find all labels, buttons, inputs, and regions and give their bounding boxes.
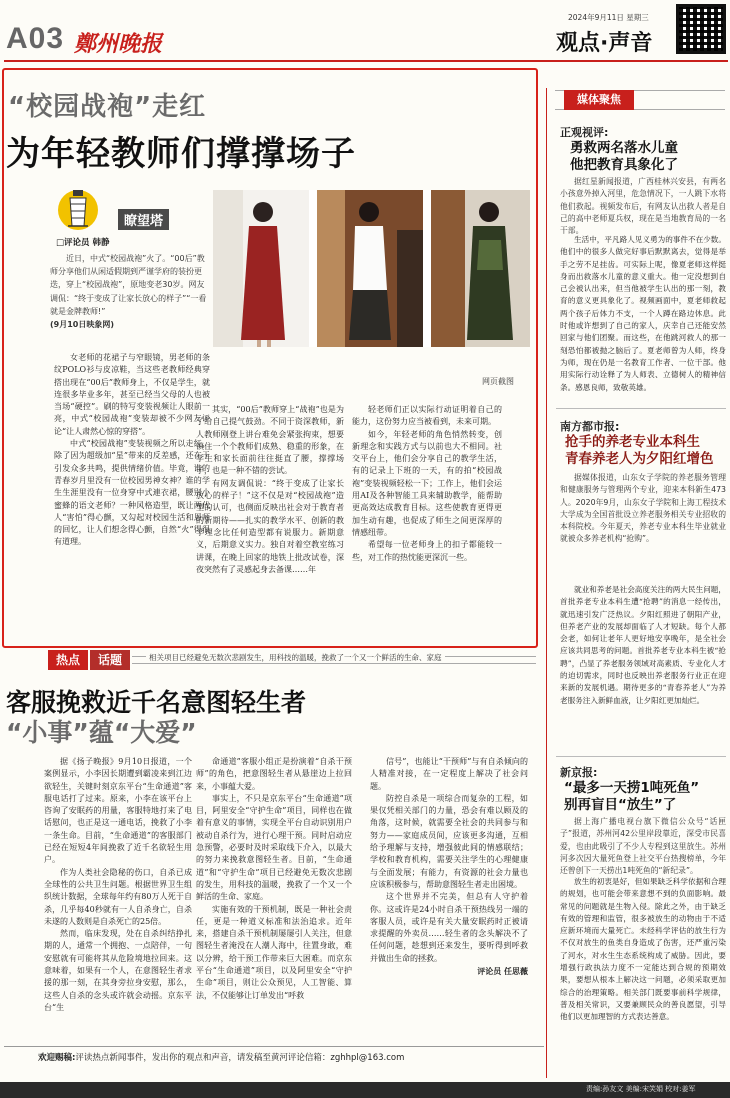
sidebar-item-source: 南方都市报: — [560, 420, 620, 433]
story2-paragraph: 这个世界并不完美，但总有人守护着你。这或许是24小时自杀干预热线另一端的客服人员，或许是有关大量安眠药时正被请求提醒的外卖员……轻生者的念头解决不了任何问题，趁想到还来发生，要听得到呼救并做出生命的拯救。 — [370, 892, 528, 963]
story2-headline: 客服挽救近千名意图轻生者 — [6, 688, 307, 717]
hot-topic-caption: 相关项目已经避免无数次悲剧发生，用科技的温暖，挽救了一个又一个鲜活的生命、家庭 — [146, 652, 445, 663]
sidebar-item-headline: “最多一天捞1吨死鱼” 别再盲目“放生”了 — [564, 780, 700, 813]
sidebar-item-body: 生活中，平凡路人见义勇为的事件不在少数。他们中的很多人做完好事后默默离去，觉得是举手之劳不足挂齿。可实际上呢，像夏老师这样挺身而出救落水儿童的意义重大。他一定没想到自己会被认出来，但当他被学生认出的那一刻，教育的意义更具象化了。视频画面中，夏老师救起两个孩子后体力不支，一个人蹲在路边休息。此时他或许想到了自己的家人，庆幸自己还能安然回家与他们团聚。而这些，在他跳河救人的那一刻恐怕都被抛之脑后了。夏老师曾为人师，终身为师，现在仍是一名教育工作者、一位干部。他用实际行动诠释了为人师表、立德树人的精神信条。感恩良师，致敬英雄。 — [560, 235, 726, 392]
teacher-photo-2 — [317, 190, 423, 347]
story2-paragraph: 然而，临床发现，处在自杀纠结挣扎期的人，通常一个拥抱、一点陪伴，一句安慰就有可能将其从危险境地拉回来。这意味着，如果有一个人，在意图轻生者求援的那一刻，在其身旁拉身安慰，那么，这些人自杀的念头或许就会动摇。京东平台“生 — [44, 929, 192, 1012]
lead-column-1 — [54, 352, 210, 549]
lead-paragraph: 中式“校园战袍”变装视频之所以走红，除了因为超级加“星”带来的反差感，还在于引发众多共鸣，提供情绪价值。毕竟，谁的青春岁月里没有一位校园男神女神？谁的学生生涯里没有一位身穿中式連衣裙，腰别小蜜蜂的语文老师？一种风格造型，既让两代人“害怕”得心颤，又勾起对校园生活和恩师的回忆，让人们想念得心颤，自然“火”得很有道理。 — [54, 439, 210, 547]
editor-credits: 责编:孙友文 美编:宋笑娟 校对:姜军 — [586, 1085, 696, 1093]
column-name: 瞭望塔 — [118, 209, 169, 230]
watchtower-icon — [56, 184, 114, 232]
lead-paragraph: 有网友调侃说：“终于变成了让家长放心的样子！”这不仅是对“校园战袍”造型的认可，也侧面反映出社会对于教育者的新期待——扎实的教学水平、创新的教学理念比任何造型都有说服力。新期意义，后期意义实力。独自对着空教室练习讲课，在晚上回家的地铁上批改试卷，深夜突然有了灵感起身去备课……年 — [196, 478, 344, 574]
story2-column-2 — [196, 756, 352, 1002]
sidebar-item-summary: 据红星新闻报道，广西桂林兴安县，有两名小孩意外掉入河里，危急情况下，一人跳下水将他们救起。视频发布后，有网友认出救人者是自己的高中老师夏兵权，现在是当地教育局的一名干部。 — [560, 177, 726, 236]
bottom-divider — [4, 1046, 544, 1047]
sidebar-item-source: 正观视评: — [560, 126, 609, 139]
contribution-notice — [38, 1051, 404, 1063]
lead-paragraph: 女老师的花裙子与窄眼镜，男老师的条纹POLO衫与皮凉鞋，当这些老教师经典穿搭出现在“00后”教师身上，不仅是学生，就连很多毕业多年，甚至已经当父母的人也被当场“硬控”。刷的特写变装视频让人眼前一亮，中式“校园战袍”变装却被不少网友评论“让人肃然心惊的穿搭”。 — [54, 353, 210, 436]
sidebar-rule — [546, 88, 547, 1078]
lead-paragraph: 如今，年轻老师的角色悄然转变，创新理念和实践方式与以前也大不相同。社交平台上，他们会分享自己的教学生活，有的记录上下班的一天，有的拍“校园战袍”变装视频轻松一下；工作上，他们会运用AI及各种智能工具来辅助教学，能帮助更高效达成教育目标。这些使教育更得更加生动有趣，也促成了师生之间更深厚的情感纽带。 — [352, 429, 502, 537]
lead-paragraph: 其实，“00后”教师穿上“战袍”也是为了给自己提气鼓劲。不同于资深教师，新人教师刚登上讲台难免会紧张拘束，想要镇住一个个教师们成熟、稳重的形象，在学生和家长面前往往挺直了腰，撑撑场子，也是一种不错的尝试。 — [196, 405, 344, 476]
lead-headline: 为年轻教师们撑撑场子 — [6, 134, 356, 174]
story2-column-3 — [370, 756, 528, 977]
hot-topic-label — [48, 650, 130, 670]
teacher-photo-3 — [431, 190, 530, 347]
hot-tag: 热点 — [48, 650, 88, 670]
story2-paragraph: 事实上，不只是京东平台“生命通道”项目，阿里安全“守护生命”项目，同样也在做着有意义的事情，实现全平台自动识别用户被动自杀行为，进行心理干预。同时启动应急预警，必要时及时采取线下介入，以最大的努力来挽救意图轻生者。目前，“生命通道”和“守护生命”项目已经避免无数次悲剧的发生，用科技的温暖，挽救了一个又一个鲜活的生命、家庭。 — [196, 793, 352, 902]
story2-paragraph: 信号”，也能让“干预师”与有自杀倾向的人精准对接，在一定程度上解决了社会问题。 — [370, 757, 528, 791]
story2-kicker: “小事”蕴“大爱” — [6, 718, 197, 747]
contribution-label: 欢迎赐稿: — [38, 1053, 76, 1063]
story2-paragraph: 防控自杀是一项综合而复杂的工程，如果仅凭相关部门的力量，恐会有难以顾及的角落，这时候，就需要全社会的共同参与和努力——家庭成员间，应该更多沟通，互相给予理解与支持，增强彼此间的情感联结；学校和教育机构，需要关注学生的心理健康与全面发展；有能力，有资源的社会力量也应该积极参与，帮助意图轻生者走出困境。 — [370, 793, 528, 889]
contribution-text: 评读热点新闻事件，发出你的观点和声音，请发稿至黄河评论信箱：zghhpl@163.com — [75, 1053, 405, 1063]
story2-paragraph: 命通道”客服小组正是扮演着“自杀干预师”的角色，把意图轻生者从悬崖边上拉回来，小事蕴大爱。 — [196, 757, 352, 791]
qr-code-icon — [676, 4, 726, 54]
sidebar-divider — [556, 408, 726, 409]
story2-byline: 评论员 任思薇 — [477, 966, 528, 977]
lead-intro — [50, 252, 210, 331]
topic-tag: 话题 — [90, 650, 130, 670]
section-title: 观点·声音 — [556, 31, 653, 56]
header-divider — [4, 60, 728, 62]
story2-paragraph: 作为人类社会隐秘的伤口，自杀已成全球性的公共卫生问题。根据世界卫生组织统计数据，全球每年约有80万人死于自杀，几乎每40秒就有一人自杀身亡，自杀未遂的人数则是自杀死亡的25倍。 — [44, 867, 192, 926]
teacher-photo-1 — [213, 190, 309, 347]
media-focus-label: 媒体聚焦 — [564, 90, 634, 110]
sidebar-item-summary: 据媒体报道，山东女子学院的养老服务管理和健康服务与管理两个专业，迎来本科新生473人。2020年9月，山东女子学院和上海工程技术大学成为全国首批设立养老服务相关专业招收的本科院校。今年夏天，养老专业本科生毕业就业就被众多养老机构“抢购”。 — [560, 473, 726, 544]
sidebar-item-body: 放生的初衷是好，但如果缺乏科学依据和合理的规划，也可能会带来意想不到的负面影响。最常见的问题就是生物入侵。除此之外，由于缺乏有效的管理和监管，很多被放生的动物由于不适应新环境而大量死亡。未经科学评估的放生行为不仅对放生的鱼类自身造成了伤害，还严重污染了河水，对水生生态系统构成了威胁。因此，要增强行政执法力度不一定能达到合规的预期效果，要想从根本上解决这一问题，必须采取更加综合的治理策略。相关部门既要事前科学规律，普及相关常识，又要兼顾民众的善良愿望，引导他们以更加理智的方式表达善意。 — [560, 877, 726, 1022]
lead-kicker: “校园战袍”走红 — [8, 92, 207, 122]
lead-intro-source: (9月10日映象网) — [50, 320, 115, 330]
teacher-photo-strip — [213, 190, 530, 347]
lead-column-3 — [352, 404, 502, 564]
photo-credit: 网页截图 — [482, 377, 514, 386]
lead-column-2 — [196, 404, 344, 576]
story2-column-1 — [44, 756, 192, 1014]
sidebar-item-headline: 勇救两名落水儿童 他把教育具象化了 — [570, 140, 678, 173]
issue-date: 2024年9月11日 星期三 — [568, 13, 649, 22]
sidebar-item-summary: 据上海广播电视台旗下微信公众号“话匣子”报道，苏州河42公里岸段靠近，深受市民喜爱，也由此吸引了不少人专程到这里放生。苏州河多次因大量死鱼登上社交平台热搜榜单，今年还曾创下一天捞出1吨死鱼的“新纪录”。 — [560, 817, 726, 876]
lead-intro-text: 近日，中式“校园战袍”火了。“00后”教师分享他们从闲适假期到严谨学府的装扮更迭，穿上“校园战袍”，原地变老30岁。网友调侃：“终于变成了让家长放心的样子”“一看就是金牌教师!” — [50, 254, 207, 316]
sidebar-item-source: 新京报: — [560, 766, 598, 779]
page-number: A03 — [6, 22, 65, 55]
lead-paragraph: 轻老师们正以实际行动证明着自己的能力，这份努力应当被看到，未来可期。 — [352, 405, 502, 427]
sidebar-item-headline: 抢手的养老专业本科生 青春养老人为夕阳红增色 — [565, 434, 714, 467]
story2-paragraph: 实施有效的干预机制，既是一种社会责任，更是一种道义标准和法治追求。近年来，搭建自杀干预机制屡屡引人关注，但意图轻生者淹没在人潮人海中，往置身敢，难以分辨，给干预工作带来巨大困难。而京东平台“生命通道”项目，以及阿里安全“守护生命”项目，则让公众预见，人工智能、算法，不仅能够让订单发出“呼救 — [196, 904, 352, 1000]
sidebar-divider — [556, 756, 726, 757]
lead-paragraph: 希望每一位老师身上的扣子都能较一些，对工作的热忱能更深沉一些。 — [352, 540, 502, 562]
sidebar-item-body: 就业和养老是社会高度关注的两大民生问题，首批养老专业本科生遭“抢聘”的消息一经传出，就迅速引发广泛热议。夕阳红照进了朝阳产业，但养老产业的发展却面临了人才短缺。每个人都会老，如何让老年人更好地安享晚年，是全社会应该共同思考的问题。首批养老专业本科生被“抢聘”，凸显了养老服务领域对高素质、专业化人才的迫切需求，同时也反映出养老服务行业正在迎来新的发展机遇。期待更多的“青春养老人”为养老服务注入新鲜血液，让夕阳红更加灿烂。 — [560, 585, 726, 705]
newspaper-masthead: 鄭州晚报 — [74, 31, 163, 57]
lead-author: □评论员 韩静 — [56, 238, 110, 248]
story2-paragraph: 据《扬子晚报》9月10日报道，一个案例显示，小李因长期遭到霸凌来到江边欲轻生，关键时刻京东平台“生命通道”客服电话打了过来。原来，小李在该平台上咨询了安眠药的用量，客服特地打来了电话慰问，也正是这一通电话，挽救了小李一条生命。目前，“生命通道”的客服部门已经在短短4年间挽救了近千名欲轻生用户。 — [44, 757, 192, 865]
